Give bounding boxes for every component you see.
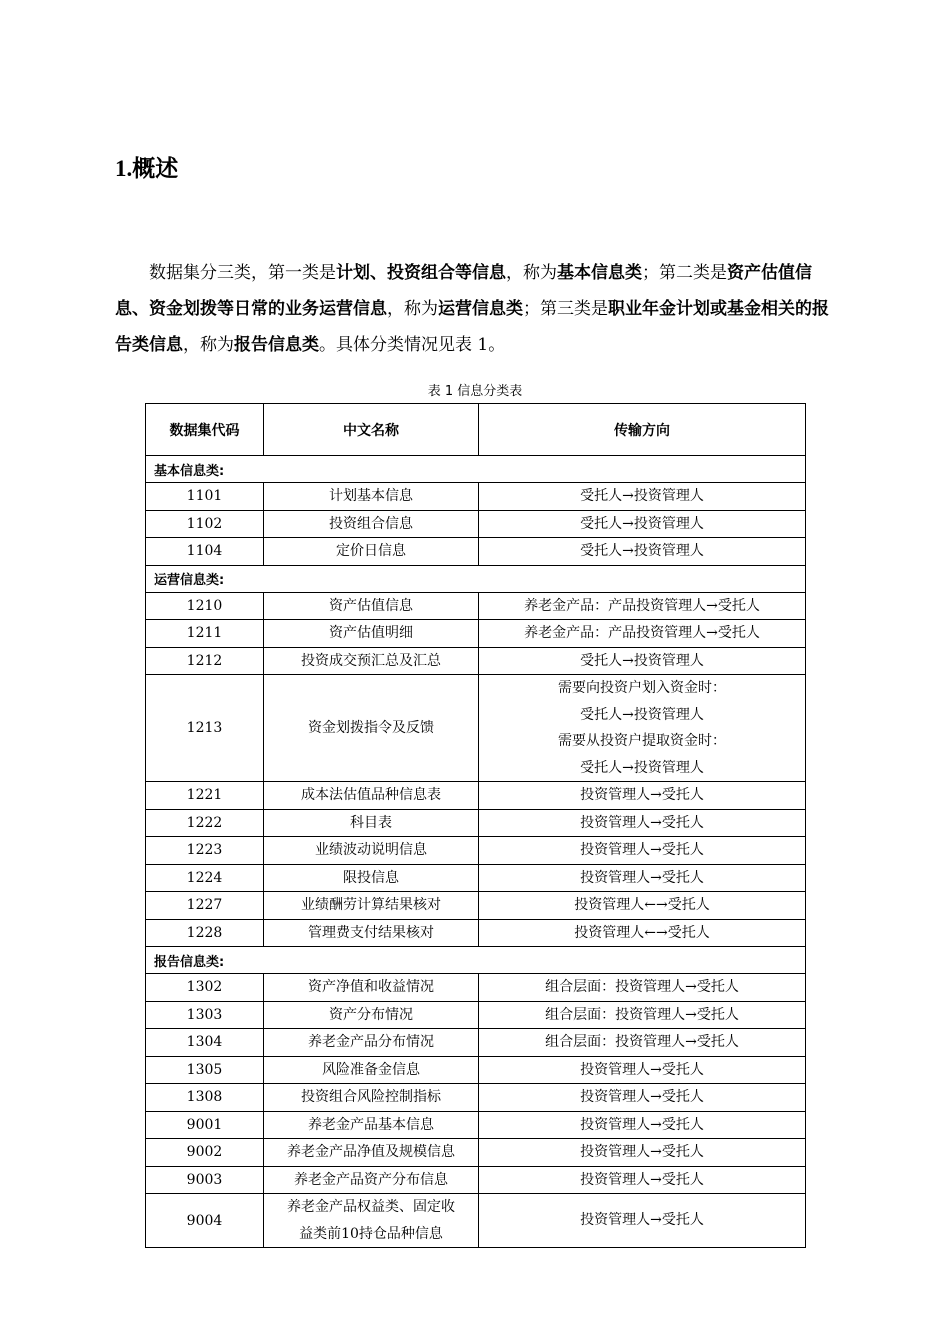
table-row [146, 538, 806, 566]
table-row [146, 1139, 806, 1167]
direction-line: 组合层面：投资管理人→受托人 [545, 979, 739, 995]
name-line: 风险准备金信息 [322, 1061, 420, 1078]
cell-code: 9004 [146, 1194, 264, 1248]
table-row [146, 1166, 806, 1194]
cell-name [264, 864, 479, 892]
name-line: 管理费支付结果核对 [308, 924, 434, 941]
cell-direction [479, 1001, 806, 1029]
direction-line: 需要向投资户划入资金时： [558, 680, 726, 696]
name-line: 投资成交预汇总及汇总 [301, 652, 441, 669]
cell-code: 1228 [146, 919, 264, 947]
name-line: 养老金产品净值及规模信息 [287, 1144, 455, 1160]
cell-direction [479, 1111, 806, 1139]
section-row [146, 456, 806, 483]
direction-line: 投资管理人←→受托人 [574, 924, 710, 941]
section-title: 运营信息类: [146, 565, 806, 592]
name-line: 成本法估值品种信息表 [301, 787, 441, 803]
section-title: 报告信息类: [146, 947, 806, 974]
table-header-row [146, 404, 806, 456]
intro-text: ；第二类是 [642, 263, 727, 283]
cell-code: 1304 [146, 1029, 264, 1057]
intro-bold: 运营信息类 [438, 299, 523, 319]
name-line: 科目表 [350, 814, 392, 831]
table-row [146, 510, 806, 538]
direction-line: 投资管理人→受托人 [580, 814, 704, 831]
cell-name [264, 1001, 479, 1029]
name-line: 养老金产品分布情况 [308, 1034, 434, 1050]
cell-direction [479, 864, 806, 892]
intro-text: 。具体分类情况见表 1。 [319, 335, 506, 355]
cell-name [264, 592, 479, 620]
direction-line: 组合层面：投资管理人→受托人 [545, 1034, 739, 1050]
cell-direction [479, 782, 806, 810]
cell-name [264, 1166, 479, 1194]
direction-line: 投资管理人→受托人 [580, 842, 704, 858]
cell-direction [479, 1166, 806, 1194]
cell-direction [479, 809, 806, 837]
cell-code: 1221 [146, 782, 264, 810]
cell-code: 1102 [146, 510, 264, 538]
name-line: 资产估值明细 [329, 625, 413, 641]
cell-name [264, 620, 479, 648]
cell-code: 1224 [146, 864, 264, 892]
table-row [146, 592, 806, 620]
name-line: 投资组合信息 [329, 515, 413, 532]
cell-code: 1212 [146, 647, 264, 675]
table-row [146, 1194, 806, 1248]
cell-name [264, 919, 479, 947]
cell-name [264, 483, 479, 511]
cell-code: 1101 [146, 483, 264, 511]
name-line: 业绩波动说明信息 [315, 842, 427, 858]
cell-code: 9002 [146, 1139, 264, 1167]
cell-direction [479, 837, 806, 865]
direction-line: 投资管理人→受托人 [580, 1144, 704, 1160]
intro-paragraph [115, 255, 840, 363]
table-row [146, 919, 806, 947]
cell-code: 9001 [146, 1111, 264, 1139]
cell-code: 1305 [146, 1056, 264, 1084]
table-row [146, 675, 806, 782]
cell-direction [479, 647, 806, 675]
intro-text: ，称为 [387, 299, 438, 319]
intro-bold: 计划、投资组合等信息 [336, 263, 506, 283]
section-row [146, 565, 806, 592]
cell-code: 1227 [146, 892, 264, 920]
direction-line: 投资管理人→受托人 [580, 1089, 704, 1105]
cell-direction [479, 538, 806, 566]
direction-line: 投资管理人→受托人 [580, 1212, 704, 1229]
table-row [146, 782, 806, 810]
name-line: 养老金产品基本信息 [308, 1116, 434, 1133]
name-line: 养老金产品权益类、固定收 [287, 1199, 455, 1215]
header-code: 数据集代码 [146, 404, 264, 456]
direction-line: 投资管理人→受托人 [580, 1116, 704, 1133]
cell-name [264, 1194, 479, 1248]
direction-line: 投资管理人→受托人 [580, 787, 704, 803]
name-line: 限投信息 [343, 869, 399, 886]
name-line: 投资组合风险控制指标 [301, 1089, 441, 1105]
cell-name [264, 974, 479, 1002]
name-line: 定价日信息 [336, 543, 406, 559]
direction-line: 投资管理人←→受托人 [574, 897, 710, 913]
info-classification-table [145, 403, 806, 1248]
intro-bold: 职业年金计划或基金相关的报告类信息 [115, 299, 829, 355]
cell-direction [479, 592, 806, 620]
section-title: 基本信息类: [146, 456, 806, 483]
direction-line: 受托人→投资管理人 [580, 652, 704, 669]
cell-direction [479, 620, 806, 648]
cell-code: 1210 [146, 592, 264, 620]
cell-name [264, 1084, 479, 1112]
table-row [146, 647, 806, 675]
cell-direction [479, 1029, 806, 1057]
table-row [146, 837, 806, 865]
direction-line: 受托人→投资管理人 [580, 706, 704, 723]
cell-name [264, 1056, 479, 1084]
cell-code: 1213 [146, 675, 264, 782]
cell-direction [479, 510, 806, 538]
name-line: 益类前10持仓品种信息 [299, 1225, 443, 1242]
direction-line: 投资管理人→受托人 [580, 869, 704, 886]
cell-direction [479, 974, 806, 1002]
cell-code: 1211 [146, 620, 264, 648]
name-line: 资产净值和收益情况 [308, 979, 434, 995]
direction-line: 需要从投资户提取资金时： [558, 733, 726, 749]
table-row [146, 809, 806, 837]
section-row [146, 947, 806, 974]
direction-line: 受托人→投资管理人 [580, 543, 704, 559]
cell-name [264, 837, 479, 865]
cell-code: 1308 [146, 1084, 264, 1112]
cell-name [264, 510, 479, 538]
name-line: 业绩酬劳计算结果核对 [301, 897, 441, 913]
cell-direction [479, 1194, 806, 1248]
direction-line: 受托人→投资管理人 [580, 488, 704, 504]
cell-name [264, 782, 479, 810]
cell-code: 1104 [146, 538, 264, 566]
direction-line: 受托人→投资管理人 [580, 759, 704, 776]
cell-code: 1223 [146, 837, 264, 865]
cell-code: 1302 [146, 974, 264, 1002]
table-row [146, 1056, 806, 1084]
table-row [146, 1111, 806, 1139]
table-row [146, 864, 806, 892]
intro-bold: 基本信息类 [557, 263, 642, 283]
intro-text: 数据集分三类，第一类是 [149, 263, 336, 283]
cell-direction [479, 675, 806, 782]
intro-text: ，称为 [506, 263, 557, 283]
header-direction: 传输方向 [479, 404, 806, 456]
table-row [146, 1084, 806, 1112]
name-line: 养老金产品资产分布信息 [294, 1171, 448, 1188]
cell-direction [479, 1084, 806, 1112]
intro-bold: 资产估值信息、资金划拨等日常的业务运营信息 [115, 263, 812, 319]
direction-line: 受托人→投资管理人 [580, 515, 704, 532]
cell-name [264, 1111, 479, 1139]
name-line: 资产估值信息 [329, 597, 413, 614]
cell-direction [479, 483, 806, 511]
table-row [146, 620, 806, 648]
cell-name [264, 1029, 479, 1057]
cell-direction [479, 1139, 806, 1167]
section-heading: 1.概述 [115, 156, 179, 181]
direction-line: 养老金产品：产品投资管理人→受托人 [524, 625, 760, 641]
cell-name [264, 892, 479, 920]
cell-code: 1303 [146, 1001, 264, 1029]
direction-line: 投资管理人→受托人 [580, 1061, 704, 1078]
table-row [146, 892, 806, 920]
cell-name [264, 647, 479, 675]
cell-direction [479, 892, 806, 920]
cell-code: 1222 [146, 809, 264, 837]
name-line: 计划基本信息 [329, 488, 413, 504]
table-row [146, 974, 806, 1002]
table-body [146, 456, 806, 1248]
table-row [146, 483, 806, 511]
cell-name [264, 675, 479, 782]
direction-line: 养老金产品：产品投资管理人→受托人 [524, 597, 760, 614]
direction-line: 组合层面：投资管理人→受托人 [545, 1006, 739, 1023]
cell-direction [479, 1056, 806, 1084]
table-caption: 表 1 信息分类表 [427, 384, 523, 399]
name-line: 资产分布情况 [329, 1006, 413, 1023]
cell-code: 9003 [146, 1166, 264, 1194]
cell-name [264, 538, 479, 566]
intro-text: ，称为 [183, 335, 234, 355]
table-header [146, 404, 806, 456]
intro-bold: 报告信息类 [234, 335, 319, 355]
name-line: 资金划拨指令及反馈 [308, 719, 434, 736]
cell-name [264, 1139, 479, 1167]
intro-text: ；第三类是 [523, 299, 608, 319]
header-name: 中文名称 [264, 404, 479, 456]
cell-direction [479, 919, 806, 947]
cell-name [264, 809, 479, 837]
table-row [146, 1029, 806, 1057]
table-row [146, 1001, 806, 1029]
direction-line: 投资管理人→受托人 [580, 1171, 704, 1188]
